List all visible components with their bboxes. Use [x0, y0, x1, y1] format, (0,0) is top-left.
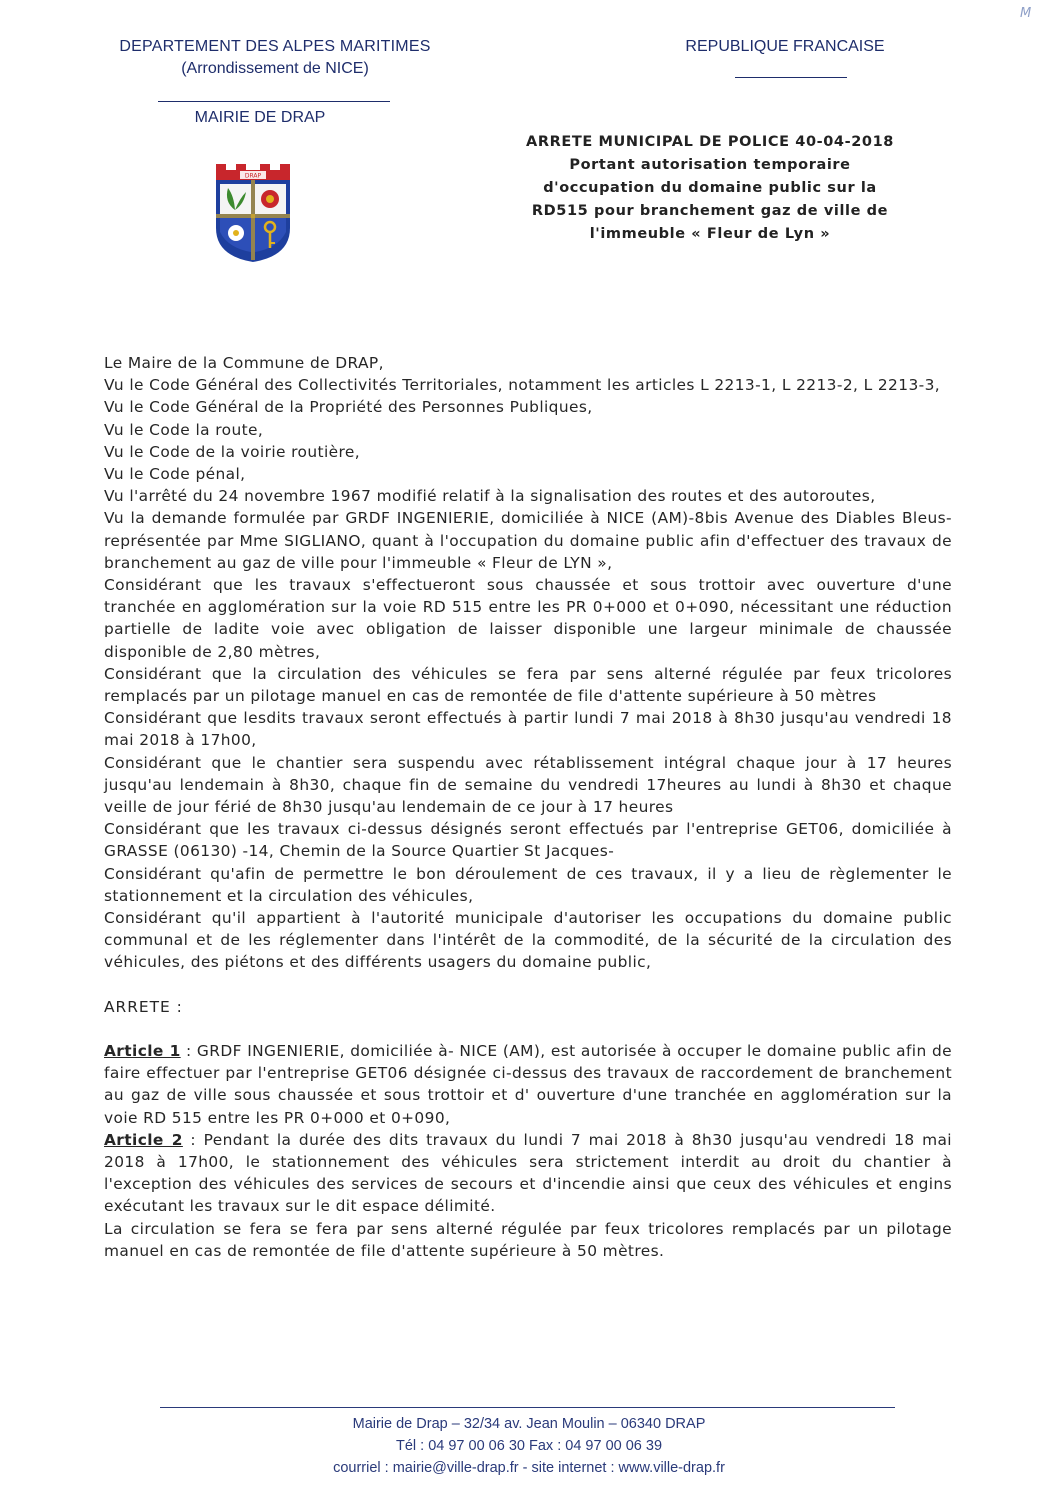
preamble-line: Considérant qu'il appartient à l'autorité municipale d'autoriser les occupations du domaine public communal et de les réglementer dans l'intérêt de la commodité, de la sécurité de la circulation des véhicules, des piétons et des différents usagers du domaine public, — [104, 909, 952, 972]
mairie-name: MAIRIE DE DRAP — [194, 109, 326, 126]
crest-banner: DRAP — [244, 172, 262, 180]
decree-title-line: RD515 pour branchement gaz de ville de — [531, 203, 889, 219]
preamble-line: Vu le Code pénal, — [104, 465, 246, 484]
decree-title — [470, 131, 950, 246]
department-name: DEPARTEMENT DES ALPES MARITIMES — [119, 38, 431, 55]
coat-of-arms-icon — [210, 158, 296, 264]
article-1 — [104, 1040, 952, 1129]
preamble-line: Considérant que les travaux ci-dessus désignés seront effectués par l'entreprise GET06, domiciliée à GRASSE (06130) -14, Chemin de la Source Quartier St Jacques- — [104, 820, 952, 861]
preamble-line: Considérant que les travaux s'effectueront sous chaussée et sous trottoir avec ouverture d'une tranchée en agglomération sur la voie RD 515 entre les PR 0+000 et 0+090, nécessitant une réduction partielle de ladite voie avec obligation de laisser disponible une largeur minimale de chaussée disponible de 2,80 mètres, — [104, 576, 952, 661]
article-2 — [104, 1129, 952, 1218]
preamble-line: Vu le Code de la voirie routière, — [104, 442, 361, 461]
preamble-line: Considérant que la circulation des véhicules se fera par sens alterné régulée par feux tricolores remplacés par un pilotage manuel en cas de remontée de file d'attente supérieure à 50 mètres — [104, 664, 952, 706]
preamble-line: Considérant qu'afin de permettre le bon déroulement de ces travaux, il y a lieu de règlementer le stationnement et la circulation des véhicules, — [104, 864, 952, 905]
preamble-line: Vu le Code Général de la Propriété des Personnes Publiques, — [104, 398, 593, 417]
preamble-line: Vu le Code la route, — [104, 420, 264, 439]
decree-title-line: ARRETE MUNICIPAL DE POLICE 40-04-2018 — [526, 134, 894, 150]
preamble-line: Vu la demande formulée par GRDF INGENIERIE, domiciliée à NICE (AM)-8bis Avenue des Diables Bleus- représentée par Mme SIGLIANO, quant à l'occupation du domaine public afin d'effectuer des travaux de branchement au gaz de ville pour l'immeuble « Fleur de LYN », — [104, 509, 952, 572]
republic-header: REPUBLIQUE FRANCAISE — [685, 38, 885, 55]
decree-title-line: d'occupation du domaine public sur la — [543, 180, 877, 196]
corner-mark: M — [1020, 6, 1032, 21]
decree-title-line: l'immeuble « Fleur de Lyn » — [589, 226, 831, 242]
arrete-heading: ARRETE : — [104, 997, 183, 1016]
footer-address: Mairie de Drap – 32/34 av. Jean Moulin – 06340 DRAP — [352, 1416, 706, 1432]
article-1-label: Article 1 — [104, 1041, 181, 1060]
article-1-text: : GRDF INGENIERIE, domiciliée à- NICE (AM), est autorisée à occuper le domaine public afin de faire effectuer par l'entreprise GET06 désignée ci-dessus des travaux de raccordement de branchement au gaz de ville sous chaussée et sous trottoir et d' ouverture d'une tranchée en agglomération sur la voie RD 515 entre les PR 0+000 et 0+090, — [104, 1041, 953, 1127]
decree-body — [104, 352, 952, 1262]
arrondissement: (Arrondissement de NICE) — [181, 60, 369, 77]
preamble-line: Vu le Code Général des Collectivités Territoriales, notamment les articles L 2213-1, L 2213-2, L 2213-3, — [104, 376, 941, 395]
footer-phone: Tél : 04 97 00 06 30 Fax : 04 97 00 06 39 — [395, 1438, 663, 1454]
preamble-line: Vu l'arrêté du 24 novembre 1967 modifié relatif à la signalisation des routes et des autoroutes, — [104, 487, 876, 506]
preamble-line: Considérant que lesdits travaux seront effectués à partir lundi 7 mai 2018 à 8h30 jusqu'au vendredi 18 mai 2018 à 17h00, — [104, 709, 952, 750]
footer-rule — [160, 1407, 895, 1408]
header-rule — [158, 101, 390, 102]
preamble-line: Considérant que le chantier sera suspendu avec rétablissement intégral chaque jour à 17 heures jusqu'au lendemain à 8h30, chaque fin de semaine du vendredi 17heures au lundi à 8h30 et chaque veille de jour férié de 8h30 jusqu'au lendemain de ce jour à 17 heures — [104, 753, 952, 817]
preamble-line: Le Maire de la Commune de DRAP, — [104, 354, 384, 372]
closing-paragraph: La circulation se fera se fera par sens alterné régulée par feux tricolores remplacés par un pilotage manuel en cas de remontée de file d'attente supérieure à 50 mètres. — [104, 1219, 952, 1260]
article-2-text: : Pendant la durée des dits travaux du lundi 7 mai 2018 à 8h30 jusqu'au vendredi 18 mai 2018 à 17h00, le stationnement des véhicules sera strictement interdit au droit du chantier à l'exception des véhicules des services de secours et d'incendie ainsi que ceux des véhicules et engins exécutant les travaux sur le dit espace délimité. — [104, 1130, 952, 1216]
article-2-label: Article 2 — [104, 1130, 183, 1149]
department-header — [90, 36, 460, 80]
decree-title-line: Portant autorisation temporaire — [569, 157, 851, 173]
republic-rule — [735, 77, 847, 78]
footer — [230, 1413, 828, 1479]
footer-contact: courriel : mairie@ville-drap.fr - site internet : www.ville-drap.fr — [333, 1460, 725, 1476]
